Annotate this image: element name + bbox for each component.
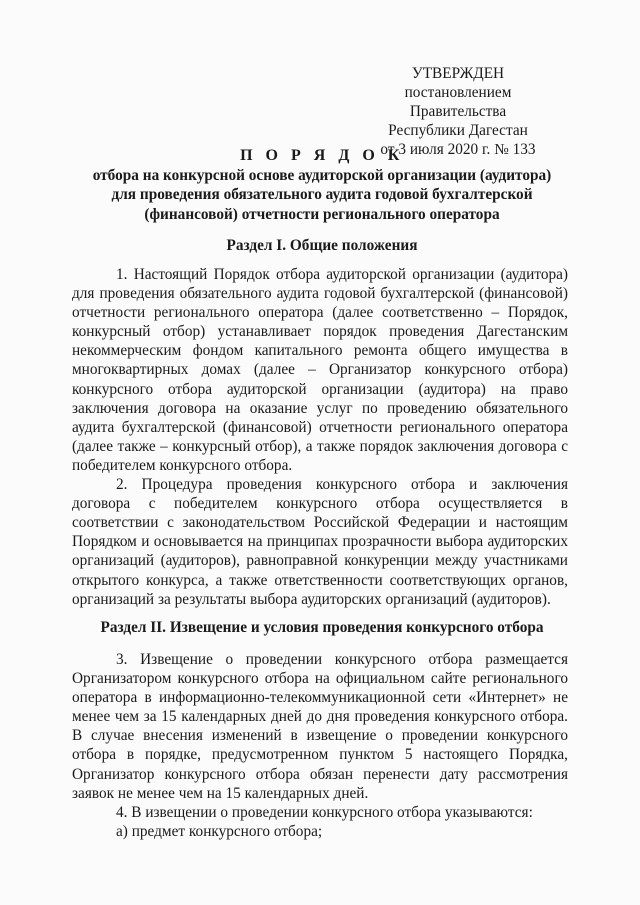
approval-line-approved: УТВЕРЖДЕН — [411, 65, 505, 82]
approval-line-republic: Республики Дагестан — [388, 122, 528, 139]
paragraph-1: 1. Настоящий Порядок отбора аудиторской организации (аудитора) для проведения обязательного аудита годовой бухгалтерской (финансовой) отчетности регионального оператора (далее соответственно – Порядок, конкурсный отбор) устанавливает порядок проведения Дагестанским некоммерческим фондом капитального ремонта общего имущества в многоквартирных домах (далее – Организатор конкурсного отбора) конкурсного отбора аудиторской организации (аудитора) на право заключения договора на оказание услуг по проведению обязательного аудита бухгалтерской (финансовой) отчетности регионального оператора (далее также – конкурсный отбор), а также порядок заключения договора с победителем конкурсного отбора. — [72, 266, 568, 474]
section-2-body — [72, 650, 568, 841]
approval-stamp — [358, 64, 558, 159]
document-title-block — [72, 146, 572, 224]
document-subtitle-line-1: отбора на конкурсной основе аудиторской организации (аудитора) — [92, 166, 552, 184]
paragraph-4: 4. В извещении о проведении конкурсного отбора указываются: — [116, 803, 533, 821]
paragraph-4a: а) предмет конкурсного отбора; — [116, 822, 323, 840]
approval-line-date: от 3 июля 2020 г. № 133 — [380, 141, 536, 158]
paragraph-3: 3. Извещение о проведении конкурсного отбора размещается Организатором конкурсного отбора на официальном сайте регионального оператора в информационно-телекоммуникационной сети «Интернет» не менее чем за 15 календарных дней до дня проведения конкурсного отбора. В случае внесения изменений в извещение о проведении конкурсного отбора в порядке, предусмотренном пунктом 5 настоящего Порядка, Организатор конкурсного отбора обязан перенести дату рассмотрения заявок не менее чем на 15 календарных дней. — [72, 651, 568, 802]
document-subtitle-line-3: (финансовой) отчетности регионального оператора — [144, 205, 500, 223]
section-1-body — [72, 265, 568, 609]
section-1-heading: Раздел I. Общие положения — [226, 237, 418, 254]
document-title: П О Р Я Д О К — [240, 147, 404, 164]
document-subtitle-line-2: для проведения обязательного аудита годовой бухгалтерской — [111, 186, 533, 203]
paragraph-2: 2. Процедура проведения конкурсного отбора и заключения договора с победителем конкурсного отбора осуществляется в соответствии с законодательством Российской Федерации и настоящим Порядком и основывается на принципах прозрачности выбора аудиторских организаций (аудиторов), равноправной конкуренции между участниками открытого конкурса, а также ответственности соответствующих органов, организаций за результаты выбора аудиторских организаций (аудиторов). — [72, 476, 568, 608]
section-2-heading: Раздел II. Извещение и условия проведения конкурсного отбора — [100, 619, 544, 636]
approval-line-decree: постановлением Правительства — [404, 84, 512, 120]
